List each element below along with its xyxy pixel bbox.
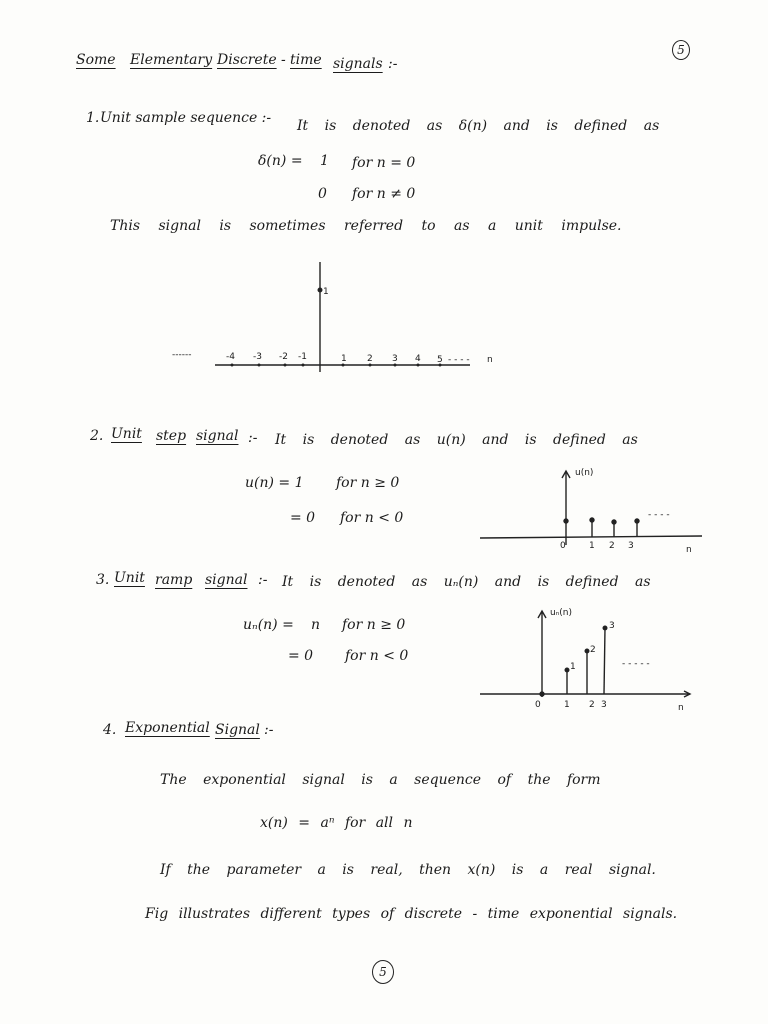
plot1-tick: 4 [415, 354, 421, 364]
plot1-tick: 1 [341, 354, 347, 364]
stem-dot [564, 519, 568, 523]
plot3-tick: 1 [564, 700, 570, 710]
title-word: Elementary [130, 52, 213, 68]
s2-sep: :- [248, 430, 258, 446]
s3-def2-cond: for n < 0 [345, 648, 409, 664]
plot1-tick: 2 [367, 354, 373, 364]
stem-dot [635, 519, 639, 523]
s2-text: It is denoted as u(n) and is defined as [275, 432, 638, 448]
title-word: signals [333, 56, 383, 72]
s2-heading-word: Unit [111, 426, 142, 442]
plot2-dots: - - - - [648, 510, 670, 520]
s1-def1-val: 1 [320, 153, 329, 169]
s2-heading-word: signal [196, 428, 239, 444]
stem-dot [590, 518, 594, 522]
s3-def2-lhs: = 0 [288, 648, 314, 664]
unit-ramp-plot [480, 611, 690, 697]
s3-def1-val: n [311, 617, 321, 633]
s1-num: 1. [86, 110, 100, 126]
title-word: time [290, 52, 322, 68]
s4-line2: If the parameter a is real, then x(n) is a real signal. [160, 862, 656, 878]
plot3-tick: 0 [535, 700, 541, 710]
title-hyphen: - [281, 52, 286, 68]
plot1-tick: 5 [437, 355, 443, 365]
s3-text: It is denoted as uₙ(n) and is defined as [282, 574, 651, 590]
title-word: Some [76, 52, 116, 68]
impulse-dot [318, 288, 322, 292]
s2-num: 2. [90, 428, 104, 444]
plot1-xlabel: n [487, 355, 493, 365]
title-suffix: :- [388, 56, 398, 72]
s1-def2-cond: for n ≠ 0 [352, 186, 416, 202]
x-axis [480, 536, 702, 538]
s4-heading-word: Exponential [125, 720, 210, 736]
plot3-value-label: 3 [609, 621, 615, 631]
plot1-tick: -4 [226, 352, 235, 362]
plot3-value-label: 1 [570, 662, 576, 672]
s3-heading-word: signal [205, 572, 248, 588]
page-number-bottom: 5 [372, 960, 394, 984]
s2-def1-lhs: u(n) = 1 [245, 475, 304, 491]
s2-heading-word: step [156, 428, 187, 444]
unit-step-plot [480, 471, 702, 545]
plot2-tick: 3 [628, 541, 634, 551]
s1-def2-val: 0 [318, 186, 327, 202]
plot2-tick: 2 [609, 541, 615, 551]
plot1-left-dots: ------ [172, 350, 192, 360]
s3-def1-cond: for n ≥ 0 [342, 617, 406, 633]
plot1-tick: -3 [253, 352, 262, 362]
s1-text: It is denoted as δ(n) and is defined as [297, 118, 660, 134]
plot1-tick: 3 [392, 354, 398, 364]
plot3-tick: 2 [589, 700, 595, 710]
plot2-xlabel: n [686, 545, 692, 555]
s3-sep: :- [258, 572, 268, 588]
stem-dot [612, 520, 616, 524]
s3-def1-lhs: uₙ(n) = [243, 617, 294, 633]
plot3-dots: - - - - - [622, 659, 650, 669]
stem [604, 628, 605, 694]
plot1-tick: -1 [298, 352, 307, 362]
s4-line1: The exponential signal is a sequence of the form [160, 772, 601, 788]
s1-heading: Unit sample sequence :- [100, 110, 272, 126]
s3-heading-word: ramp [155, 572, 193, 588]
s1-def1-cond: for n = 0 [352, 155, 416, 171]
plot1-impulse-label: 1 [323, 287, 329, 297]
plot1-right-dots: - - - - [448, 355, 470, 365]
plot2-ylabel: u(n) [575, 468, 594, 478]
s1-note: This signal is sometimes referred to as a unit impulse. [110, 218, 622, 234]
s3-num: 3. [96, 572, 110, 588]
s2-def1-cond: for n ≥ 0 [336, 475, 400, 491]
plot2-tick: 1 [589, 541, 595, 551]
plot2-tick: 0 [560, 541, 566, 551]
title-word: Discrete [217, 52, 277, 68]
s1-def1-lhs: δ(n) = [258, 153, 303, 169]
s4-num: 4. [103, 722, 117, 738]
plot3-value-label: 2 [590, 645, 596, 655]
plot3-tick: 3 [601, 700, 607, 710]
s4-formula: x(n) = aⁿ for all n [260, 815, 413, 831]
s4-line3: Fig illustrates different types of discrete - time exponential signals. [145, 906, 678, 922]
page-number-top: 5 [672, 40, 690, 60]
s4-heading-word: Signal [215, 722, 260, 738]
plot3-ylabel: uₙ(n) [550, 608, 573, 618]
plot3-xlabel: n [678, 703, 684, 713]
s2-def2-cond: for n < 0 [340, 510, 404, 526]
s3-heading-word: Unit [114, 570, 145, 586]
s2-def2-lhs: = 0 [290, 510, 316, 526]
plot1-tick: -2 [279, 352, 288, 362]
s4-sep: :- [264, 722, 274, 738]
